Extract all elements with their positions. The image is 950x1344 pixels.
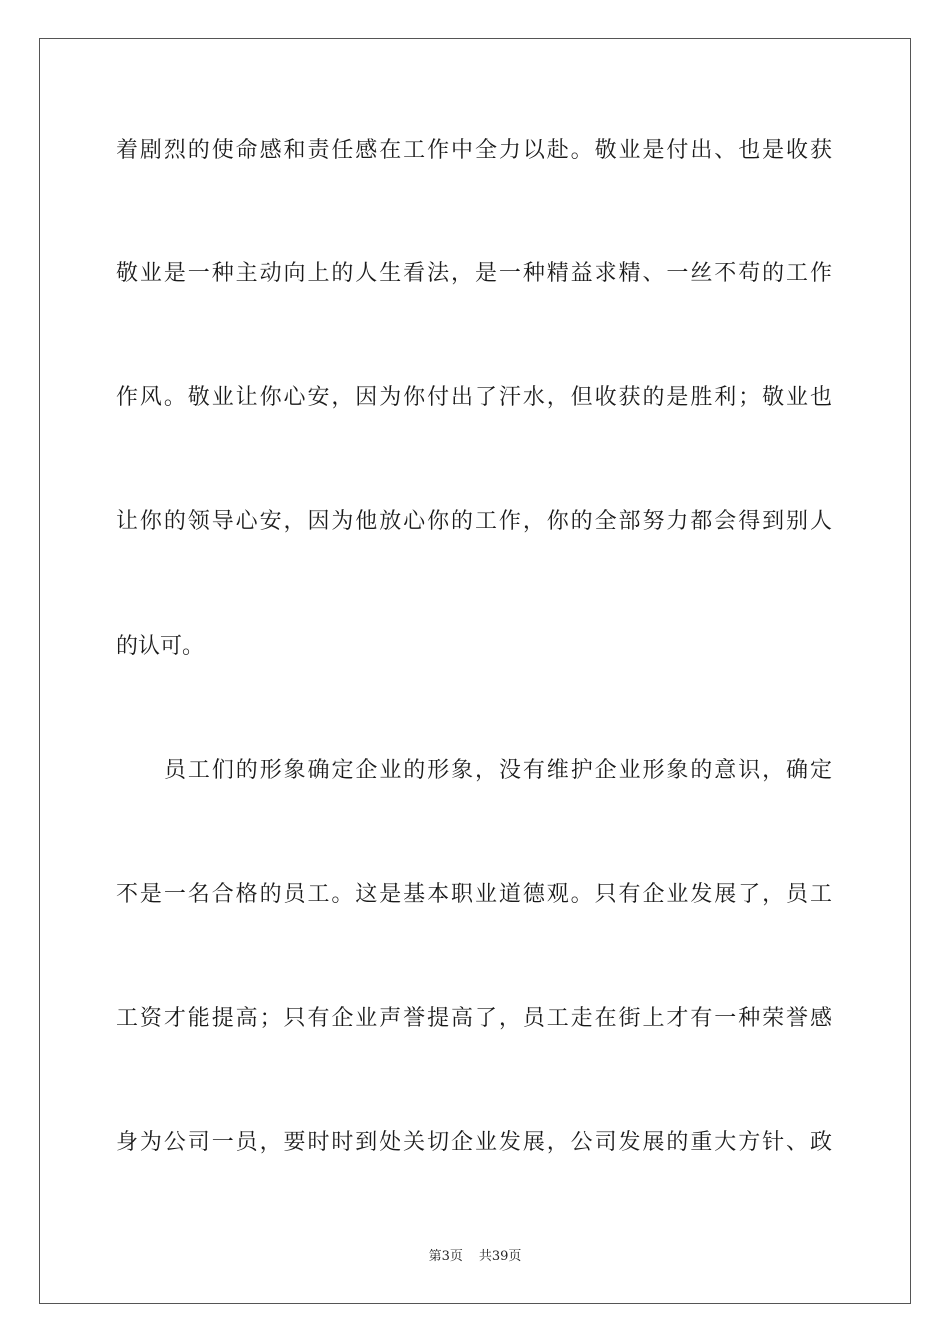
body-text-line-2: 敬业是一种主动向上的人生看法，是一种精益求精、一丝不苟的工作 xyxy=(116,261,832,286)
body-text-line-8: 工资才能提高；只有企业声誉提高了，员工走在街上才有一种荣誉感 xyxy=(116,1006,832,1031)
body-text-line-3: 作风。敬业让你心安，因为你付出了汗水，但收获的是胜利；敬业也 xyxy=(116,385,832,410)
body-text-line-4: 让你的领导心安，因为他放心你的工作，你的全部努力都会得到别人 xyxy=(116,509,832,534)
body-text-line-5: 的认可。 xyxy=(116,634,205,659)
page-border xyxy=(39,38,911,1304)
total-pages: 共39页 xyxy=(478,1249,522,1264)
page-footer xyxy=(0,1248,950,1266)
body-text-line-9: 身为公司一员，要时时到处关切企业发展，公司发展的重大方针、政 xyxy=(116,1130,832,1155)
page-number: 第3页 xyxy=(428,1249,463,1264)
body-text-line-1: 着剧烈的使命感和责任感在工作中全力以赴。敬业是付出、也是收获 xyxy=(116,138,832,163)
body-text-line-6: 员工们的形象确定企业的形象，没有维护企业形象的意识，确定 xyxy=(164,758,832,783)
body-text-line-7: 不是一名合格的员工。这是基本职业道德观。只有企业发展了，员工 xyxy=(116,882,832,907)
